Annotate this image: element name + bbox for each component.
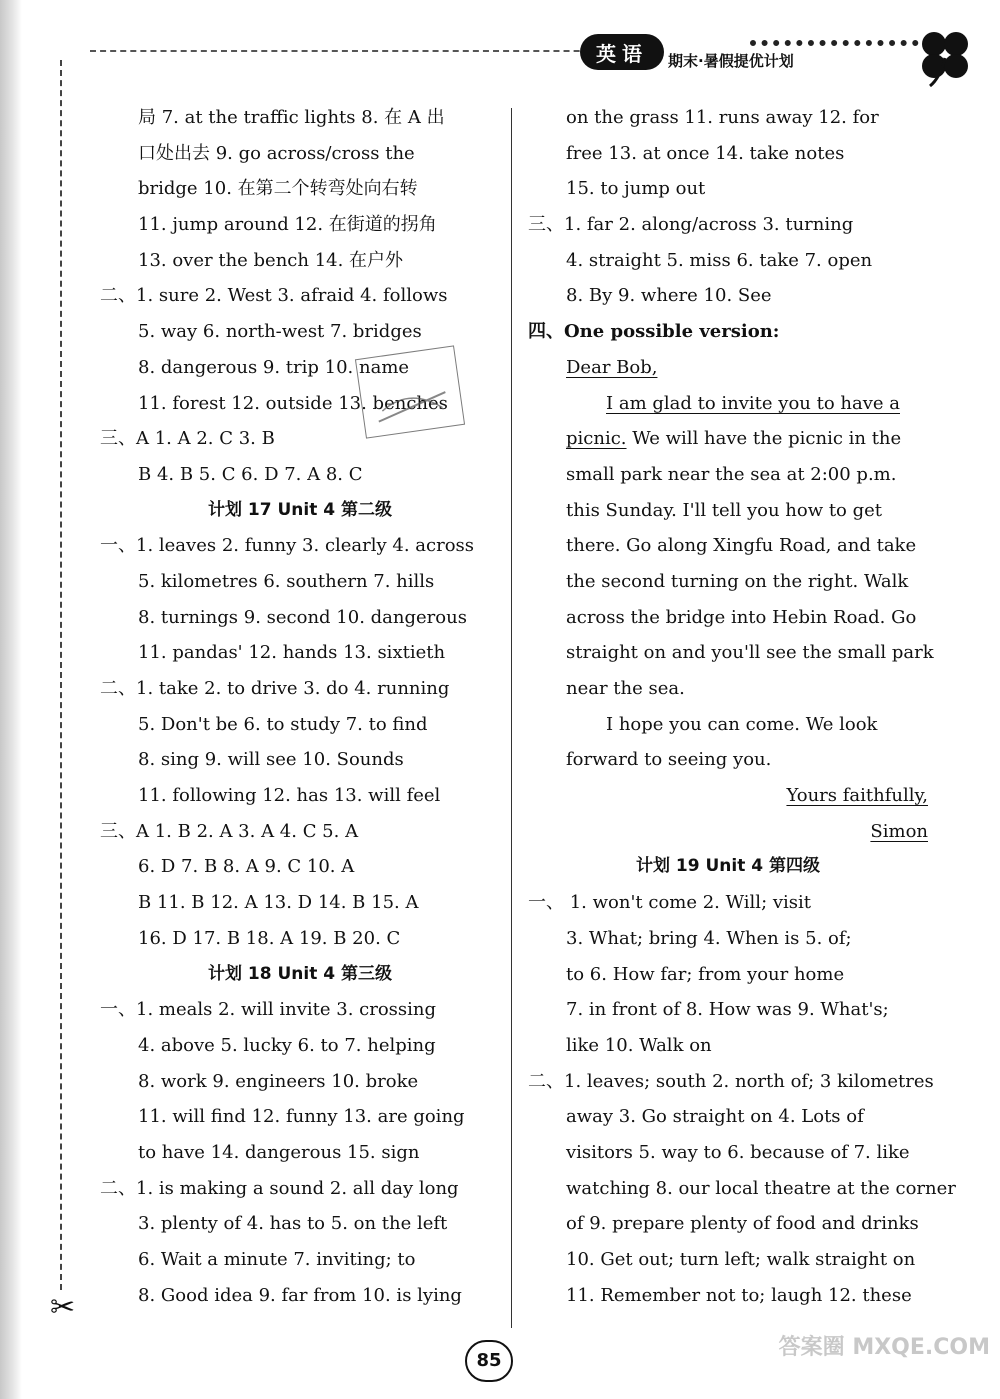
line-text: 16. D 17. B 18. A 19. B 20. C — [138, 927, 401, 949]
watermark-logo: 答案圈 MXQE.COM — [778, 1335, 990, 1360]
left-column — [100, 100, 500, 1313]
line-text: forward to seeing you. — [566, 749, 772, 771]
stamp-image — [355, 345, 465, 438]
answer-line-left — [100, 885, 500, 921]
line-text: bridge 10. 在第二个转弯处向右转 — [138, 178, 418, 200]
answer-line-left — [100, 921, 500, 957]
line-text: 计划 17 Unit 4 第二级 — [207, 499, 393, 520]
line-text: the second turning on the right. Walk — [566, 570, 909, 592]
answer-line-left — [100, 742, 500, 778]
answer-line-left — [100, 1099, 500, 1135]
line-text: 3. plenty of 4. has to 5. on the left — [138, 1213, 448, 1235]
line-text: 三、1. far 2. along/across 3. turning — [528, 214, 854, 236]
answer-line-left — [100, 136, 500, 172]
answer-line-right — [528, 421, 928, 457]
answer-line-right — [528, 778, 928, 814]
line-text: I hope you can come. We look — [606, 713, 878, 735]
answer-line-left — [100, 207, 500, 243]
answer-line-right — [528, 635, 934, 671]
line-text: 二、1. is making a sound 2. all day long — [100, 1177, 459, 1199]
answer-line-left — [100, 314, 500, 350]
answer-line-left — [100, 814, 500, 850]
answer-line-left — [100, 457, 500, 493]
answer-line-left — [100, 1171, 500, 1207]
answer-line-right — [528, 171, 928, 207]
answer-line-left — [100, 1135, 500, 1171]
line-text: 三、A 1. A 2. C 3. B — [100, 428, 275, 450]
line-text: Simon — [870, 820, 928, 842]
answer-line-right — [528, 1278, 928, 1314]
answer-line-left — [100, 564, 500, 600]
line-text: away 3. Go straight on 4. Lots of — [566, 1106, 864, 1128]
answer-line-right — [528, 707, 928, 743]
header-title: 期末·暑假提优计划 — [668, 52, 794, 70]
line-text: this Sunday. I'll tell you how to get — [566, 499, 883, 521]
answer-line-right — [528, 957, 928, 993]
line-text: 13. over the bench 14. 在户外 — [138, 249, 404, 271]
answer-line-right — [528, 992, 928, 1028]
answer-line-left — [100, 1206, 500, 1242]
line-text: 11. will find 12. funny 13. are going — [138, 1106, 465, 1128]
answer-line-right — [528, 1242, 928, 1278]
header-dot-line — [750, 40, 930, 56]
line-text: 计划 19 Unit 4 第四级 — [635, 856, 821, 877]
cut-line — [60, 60, 62, 1290]
answer-line-right — [528, 278, 928, 314]
answer-line-right — [528, 528, 928, 564]
line-text: 6. D 7. B 8. A 9. C 10. A — [138, 856, 355, 878]
line-text: across the bridge into Hebin Road. Go — [566, 606, 917, 628]
answer-line-right — [528, 1028, 928, 1064]
answer-line-right — [528, 1099, 928, 1135]
line-text: straight on and you'll see the small park — [566, 642, 934, 664]
answer-line-right — [528, 493, 928, 529]
answer-line-right — [528, 1064, 934, 1100]
line-text: free 13. at once 14. take notes — [566, 142, 845, 164]
answer-line-right — [528, 600, 928, 636]
answer-line-left — [100, 600, 500, 636]
stamp-icon — [370, 381, 455, 432]
line-text: 8. By 9. where 10. See — [566, 285, 772, 307]
answer-line-right — [528, 314, 928, 350]
answer-line-right — [528, 564, 928, 600]
line-text: 5. Don't be 6. to study 7. to find — [138, 713, 428, 735]
header-dash-line — [90, 50, 630, 52]
line-text: 四、One possible version: — [528, 321, 780, 343]
answer-line-left — [100, 528, 500, 564]
line-text: 8. dangerous 9. trip 10. name — [138, 356, 410, 378]
line-text: 11. jump around 12. 在街道的拐角 — [138, 214, 437, 236]
line-text: 11. Remember not to; laugh 12. these — [566, 1284, 912, 1306]
line-text: there. Go along Xingfu Road, and take — [566, 535, 917, 557]
line-text: to 6. How far; from your home — [566, 963, 845, 985]
line-text: like 10. Walk on — [566, 1034, 712, 1056]
answer-line-left — [100, 635, 500, 671]
line-text: 6. Wait a minute 7. inviting; to — [138, 1249, 416, 1270]
line-text: 一、1. meals 2. will invite 3. crossing — [100, 999, 437, 1021]
line-text: 5. way 6. north-west 7. bridges — [138, 321, 422, 343]
line-text: Yours faithfully, — [786, 785, 928, 807]
line-text: 8. turnings 9. second 10. dangerous — [138, 606, 467, 628]
answer-line-right — [528, 1171, 956, 1207]
answer-line-left — [100, 1028, 500, 1064]
book-spine-shadow — [0, 0, 22, 1399]
answer-line-right — [528, 885, 928, 921]
line-text: 7. in front of 8. How was 9. What's; — [566, 999, 889, 1021]
answer-line-left — [100, 100, 500, 136]
line-text: on the grass 11. runs away 12. for — [566, 107, 879, 128]
line-text: B 11. B 12. A 13. D 14. B 15. A — [138, 892, 419, 914]
clover-icon — [910, 28, 980, 88]
scissors-icon: ✂ — [50, 1290, 76, 1325]
answer-line-left — [100, 493, 500, 529]
answer-line-right — [528, 243, 928, 279]
answer-line-right — [528, 136, 928, 172]
line-text: 8. sing 9. will see 10. Sounds — [138, 749, 404, 771]
answer-line-left — [100, 1278, 500, 1314]
answer-line-right — [528, 100, 928, 136]
line-text: 一、 1. won't come 2. Will; visit — [528, 892, 812, 914]
line-text: 局 7. at the traffic lights 8. 在 A 出 — [138, 107, 445, 128]
answer-line-right — [528, 742, 928, 778]
answer-line-left — [100, 992, 500, 1028]
line-text: 三、A 1. B 2. A 3. A 4. C 5. A — [100, 820, 359, 842]
line-text: I am glad to invite you to have a — [606, 392, 900, 414]
line-text: 4. straight 5. miss 6. take 7. open — [566, 249, 873, 271]
line-text: 11. forest 12. outside 13. benches — [138, 392, 448, 414]
line-text: 计划 18 Unit 4 第三级 — [207, 963, 393, 984]
answer-line-left — [100, 849, 500, 885]
line-text: 二、1. take 2. to drive 3. do 4. running — [100, 678, 450, 699]
line-text: 一、1. leaves 2. funny 3. clearly 4. across — [100, 535, 475, 557]
line-text: 口处出去 9. go across/cross the — [138, 142, 415, 164]
line-text: of 9. prepare plenty of food and drinks — [566, 1213, 919, 1235]
line-text: 二、1. leaves; south 2. north of; 3 kilometres — [528, 1070, 934, 1092]
answer-line-right — [528, 671, 928, 707]
right-column — [528, 100, 956, 1313]
line-text: watching 8. our local theatre at the corner — [566, 1177, 956, 1199]
answer-line-left — [100, 778, 500, 814]
answer-line-right — [528, 350, 928, 386]
line-text: 二、1. sure 2. West 3. afraid 4. follows — [100, 285, 448, 307]
line-text: to have 14. dangerous 15. sign — [138, 1141, 420, 1163]
column-divider — [511, 108, 512, 1328]
answer-line-right — [528, 921, 928, 957]
answer-line-left — [100, 1064, 500, 1100]
answer-line-left — [100, 278, 500, 314]
line-text: 4. above 5. lucky 6. to 7. helping — [138, 1034, 436, 1056]
line-text: 8. work 9. engineers 10. broke — [138, 1070, 419, 1092]
answer-line-left — [100, 171, 500, 207]
answer-line-right — [528, 814, 928, 850]
line-text: 15. to jump out — [566, 178, 706, 200]
answer-line-right — [528, 457, 928, 493]
page-number: 85 — [465, 1340, 513, 1382]
line-text: 11. pandas' 12. hands 13. sixtieth — [138, 642, 446, 664]
answer-line-right — [528, 1206, 928, 1242]
line-text: 11. following 12. has 13. will feel — [138, 785, 441, 807]
line-text: B 4. B 5. C 6. D 7. A 8. C — [138, 463, 363, 485]
line-text: picnic. We will have the picnic in the — [566, 428, 902, 450]
answer-line-left — [100, 671, 500, 707]
answer-line-left — [100, 1242, 500, 1278]
line-text: small park near the sea at 2:00 p.m. — [566, 463, 897, 485]
line-text: Dear Bob, — [566, 356, 658, 378]
answer-line-right — [528, 207, 928, 243]
line-text: 10. Get out; turn left; walk straight on — [566, 1249, 916, 1270]
line-text: 5. kilometres 6. southern 7. hills — [138, 570, 435, 592]
answer-line-left — [100, 957, 500, 993]
answer-line-right — [528, 386, 928, 422]
line-text: 3. What; bring 4. When is 5. of; — [566, 927, 852, 949]
answer-line-right — [528, 849, 928, 885]
subject-badge: 英语 — [580, 34, 664, 70]
line-text: near the sea. — [566, 678, 685, 699]
line-text: visitors 5. way to 6. because of 7. like — [566, 1141, 910, 1163]
page-header — [60, 28, 990, 88]
answer-line-left — [100, 243, 500, 279]
answer-line-left — [100, 707, 500, 743]
line-text: 8. Good idea 9. far from 10. is lying — [138, 1284, 462, 1306]
answer-line-right — [528, 1135, 928, 1171]
